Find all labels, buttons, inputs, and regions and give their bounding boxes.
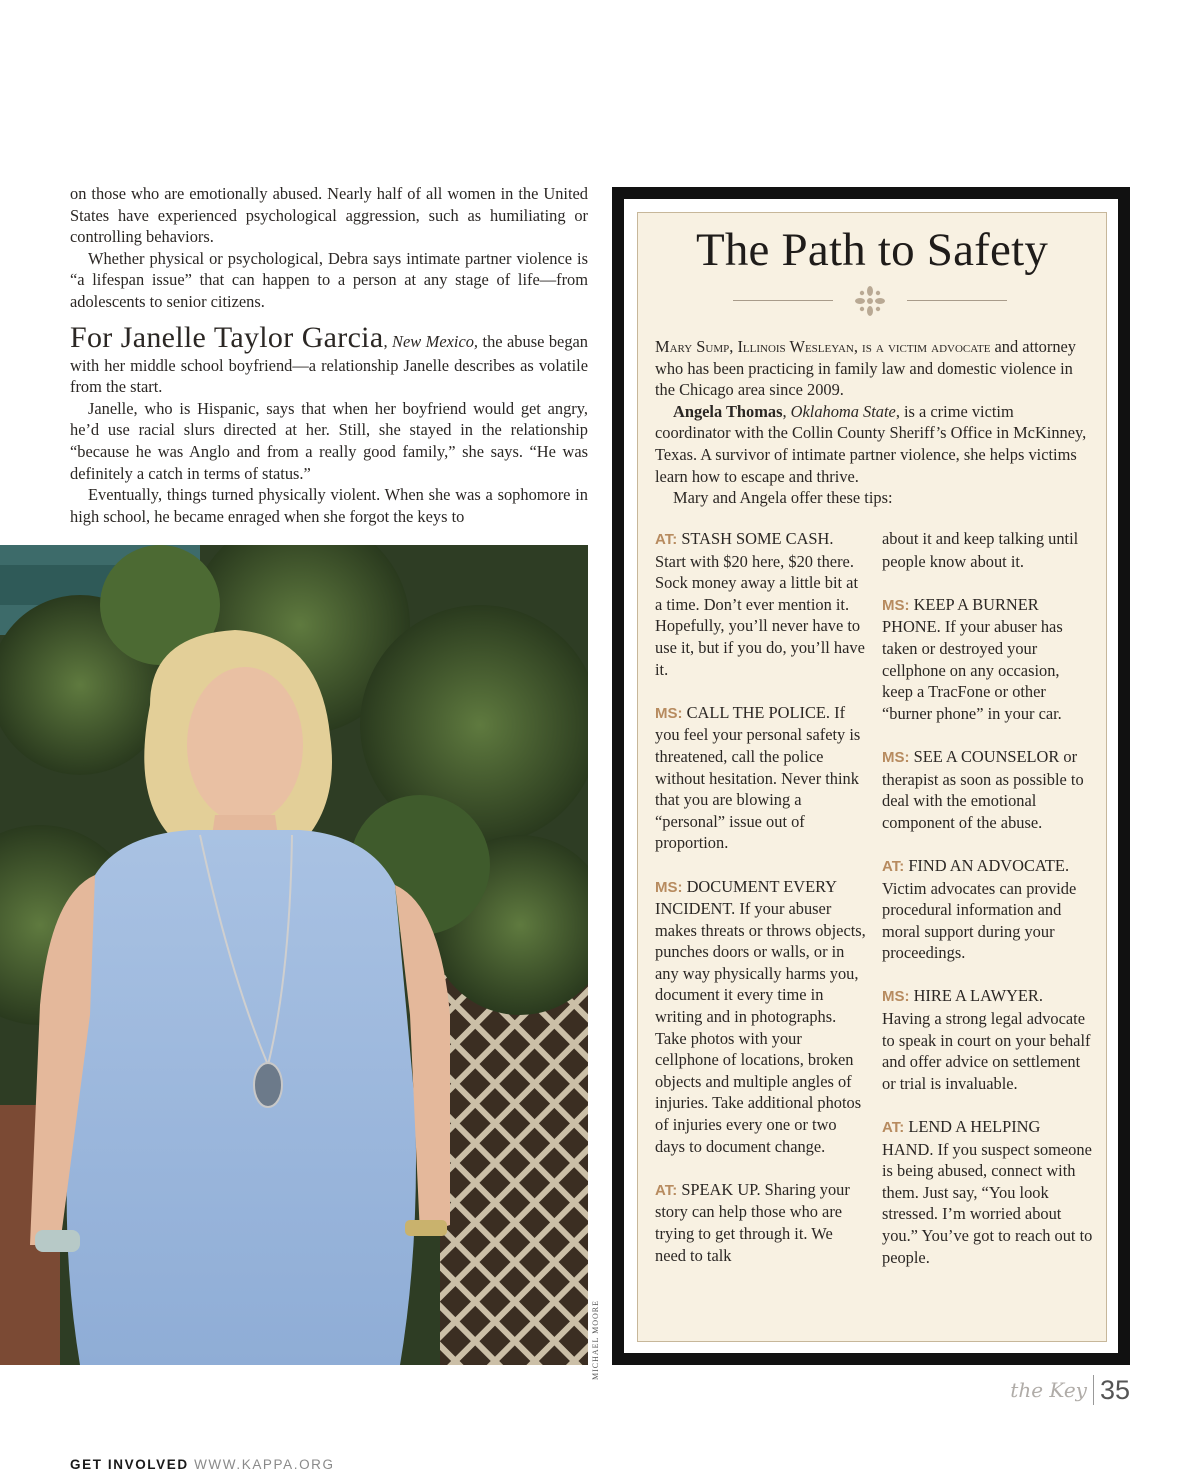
tip-item <box>882 594 1094 725</box>
article-lede <box>70 321 588 398</box>
intro-name: Angela Thomas <box>673 401 783 421</box>
tip-text: STASH SOME CASH. Start with $20 here, $20 there. Sock money away a little bit at a time. Don’t ever mention it. Hopefully, you’ll never have to use it, but if you do, you’ll have it. <box>655 529 865 679</box>
tip-item <box>882 855 1094 964</box>
tip-text: LEND A HELPING HAND. If you suspect someone is being abused, connect with them. Just say, “You look stressed. I’m worried about you.” You’ve got to reach out to people. <box>882 1117 1093 1267</box>
magazine-logo: the Key <box>1010 1378 1087 1402</box>
tip-text: HIRE A LAWYER. Having a strong legal advocate to speak in court on your behalf and offer advice on settlement or trial is invaluable. <box>882 986 1091 1093</box>
footer-folio <box>1010 1370 1130 1410</box>
ornament-rule-left <box>733 300 833 301</box>
tip-item <box>882 746 1094 833</box>
tips-column-2 <box>882 528 1094 1290</box>
folio-divider <box>1093 1375 1094 1405</box>
tips-column-1 <box>655 528 867 1288</box>
intro-separator: , <box>782 401 791 421</box>
tip-item <box>655 876 867 1158</box>
tip-item <box>882 985 1094 1094</box>
lede-text: the abuse began with her middle school boyfriend—a relationship Janelle describes as volatile from the start. <box>70 331 588 397</box>
lede-name: For Janelle Taylor Garcia <box>70 320 384 354</box>
intro-paragraph: Mary and Angela offer these tips: <box>673 488 893 508</box>
tip-tag: MS: <box>882 596 910 614</box>
lede-comma: , <box>383 331 393 351</box>
ornament-rule-right <box>907 300 1007 301</box>
tip-text: FIND AN ADVOCATE. Victim advocates can provide procedural information and moral support during your proceedings. <box>882 855 1077 963</box>
intro-school: Oklahoma State <box>790 401 896 421</box>
tip-item <box>882 528 1094 572</box>
footer-section-label: GET INVOLVED <box>70 1457 189 1472</box>
tip-text: KEEP A BURNER PHONE. If your abuser has taken or destroyed your cellphone on any occasion, keep a TracFone or other “burner phone” in your car. <box>882 594 1063 723</box>
intro-text: , is a crime victim coordinator with the Collin County Sheriff’s Office in McKinney, Texas. A survivor of intimate partner violence, she helps victims learn how to escape and thrive. <box>655 401 1087 486</box>
tip-item <box>882 1116 1094 1268</box>
article-column <box>70 183 588 527</box>
tip-tag: MS: <box>882 988 910 1006</box>
tip-tag: MS: <box>655 704 683 722</box>
tip-text: SEE A COUNSELOR or therapist as soon as possible to deal with the emotional component of the abuse. <box>882 746 1084 832</box>
tip-item <box>655 702 867 854</box>
tip-tag: AT: <box>882 857 905 875</box>
portrait-photo <box>0 545 588 1365</box>
tip-tag: MS: <box>655 878 683 896</box>
photo-credit: MICHAEL MOORE <box>591 1300 600 1381</box>
tip-tag: AT: <box>655 531 678 548</box>
article-paragraph: on those who are emotionally abused. Nearly half of all women in the United States have experienced psychological aggression, such as humiliating or controlling behaviors. <box>70 184 588 247</box>
tip-tag: AT: <box>655 1181 678 1199</box>
footer-section <box>70 1457 335 1472</box>
article-paragraph: Janelle, who is Hispanic, says that when her boyfriend would get angry, he’d use racial slurs directed at her. Still, she stayed in the relationship “because he was Anglo and from a really good family,” she says. “He was definitely a catch in terms of status.” <box>70 398 588 483</box>
tip-text: SPEAK UP. Sharing your story can help those who are trying to get through it. We need to talk <box>655 1179 850 1265</box>
article-paragraph: Eventually, things turned physically violent. When she was a sophomore in high school, he became enraged when she forgot the keys to <box>70 485 588 526</box>
tip-text: about it and keep talking until people know about it. <box>882 529 1079 571</box>
page-number: 35 <box>1099 1374 1130 1405</box>
intro-lead: Mary Sump, Illinois Wesleyan, is a victim advocate <box>655 337 991 356</box>
intro-paragraph <box>655 336 1087 401</box>
footer-url[interactable]: WWW.KAPPA.ORG <box>194 1457 335 1472</box>
intro-text: and attorney who has been practicing in family law and domestic violence in the Chicago area since 2009. <box>655 337 1077 400</box>
intro-paragraph <box>655 401 1087 487</box>
article-paragraph: Whether physical or psychological, Debra says intimate partner violence is “a lifespan issue” that can happen to a person at any stage of life—from adolescents to senior citizens. <box>70 248 588 311</box>
fleuron-icon <box>852 284 888 318</box>
tip-tag: MS: <box>882 748 910 766</box>
tip-tag: AT: <box>882 1119 905 1137</box>
tip-text: DOCUMENT EVERY INCIDENT. If your abuser makes threats or throws objects, punches doors or walls, or in any way physically harms you, document it every time in writing and in photographs. Take photos with your cellphone of locations, broken objects and multiple angles of injuries. Take additional photos of injuries every one or two days to document change. <box>655 876 866 1156</box>
tip-item <box>655 1179 867 1266</box>
sidebar-title: The Path to Safety <box>695 224 1049 276</box>
lede-state: New Mexico, <box>392 331 479 351</box>
sidebar-intro <box>655 336 1087 509</box>
tip-item <box>655 528 867 680</box>
tip-text: CALL THE POLICE. If you feel your personal safety is threatened, call the police without hesitation. Never think that you are blowing a “personal” issue out of proportion. <box>655 702 861 853</box>
